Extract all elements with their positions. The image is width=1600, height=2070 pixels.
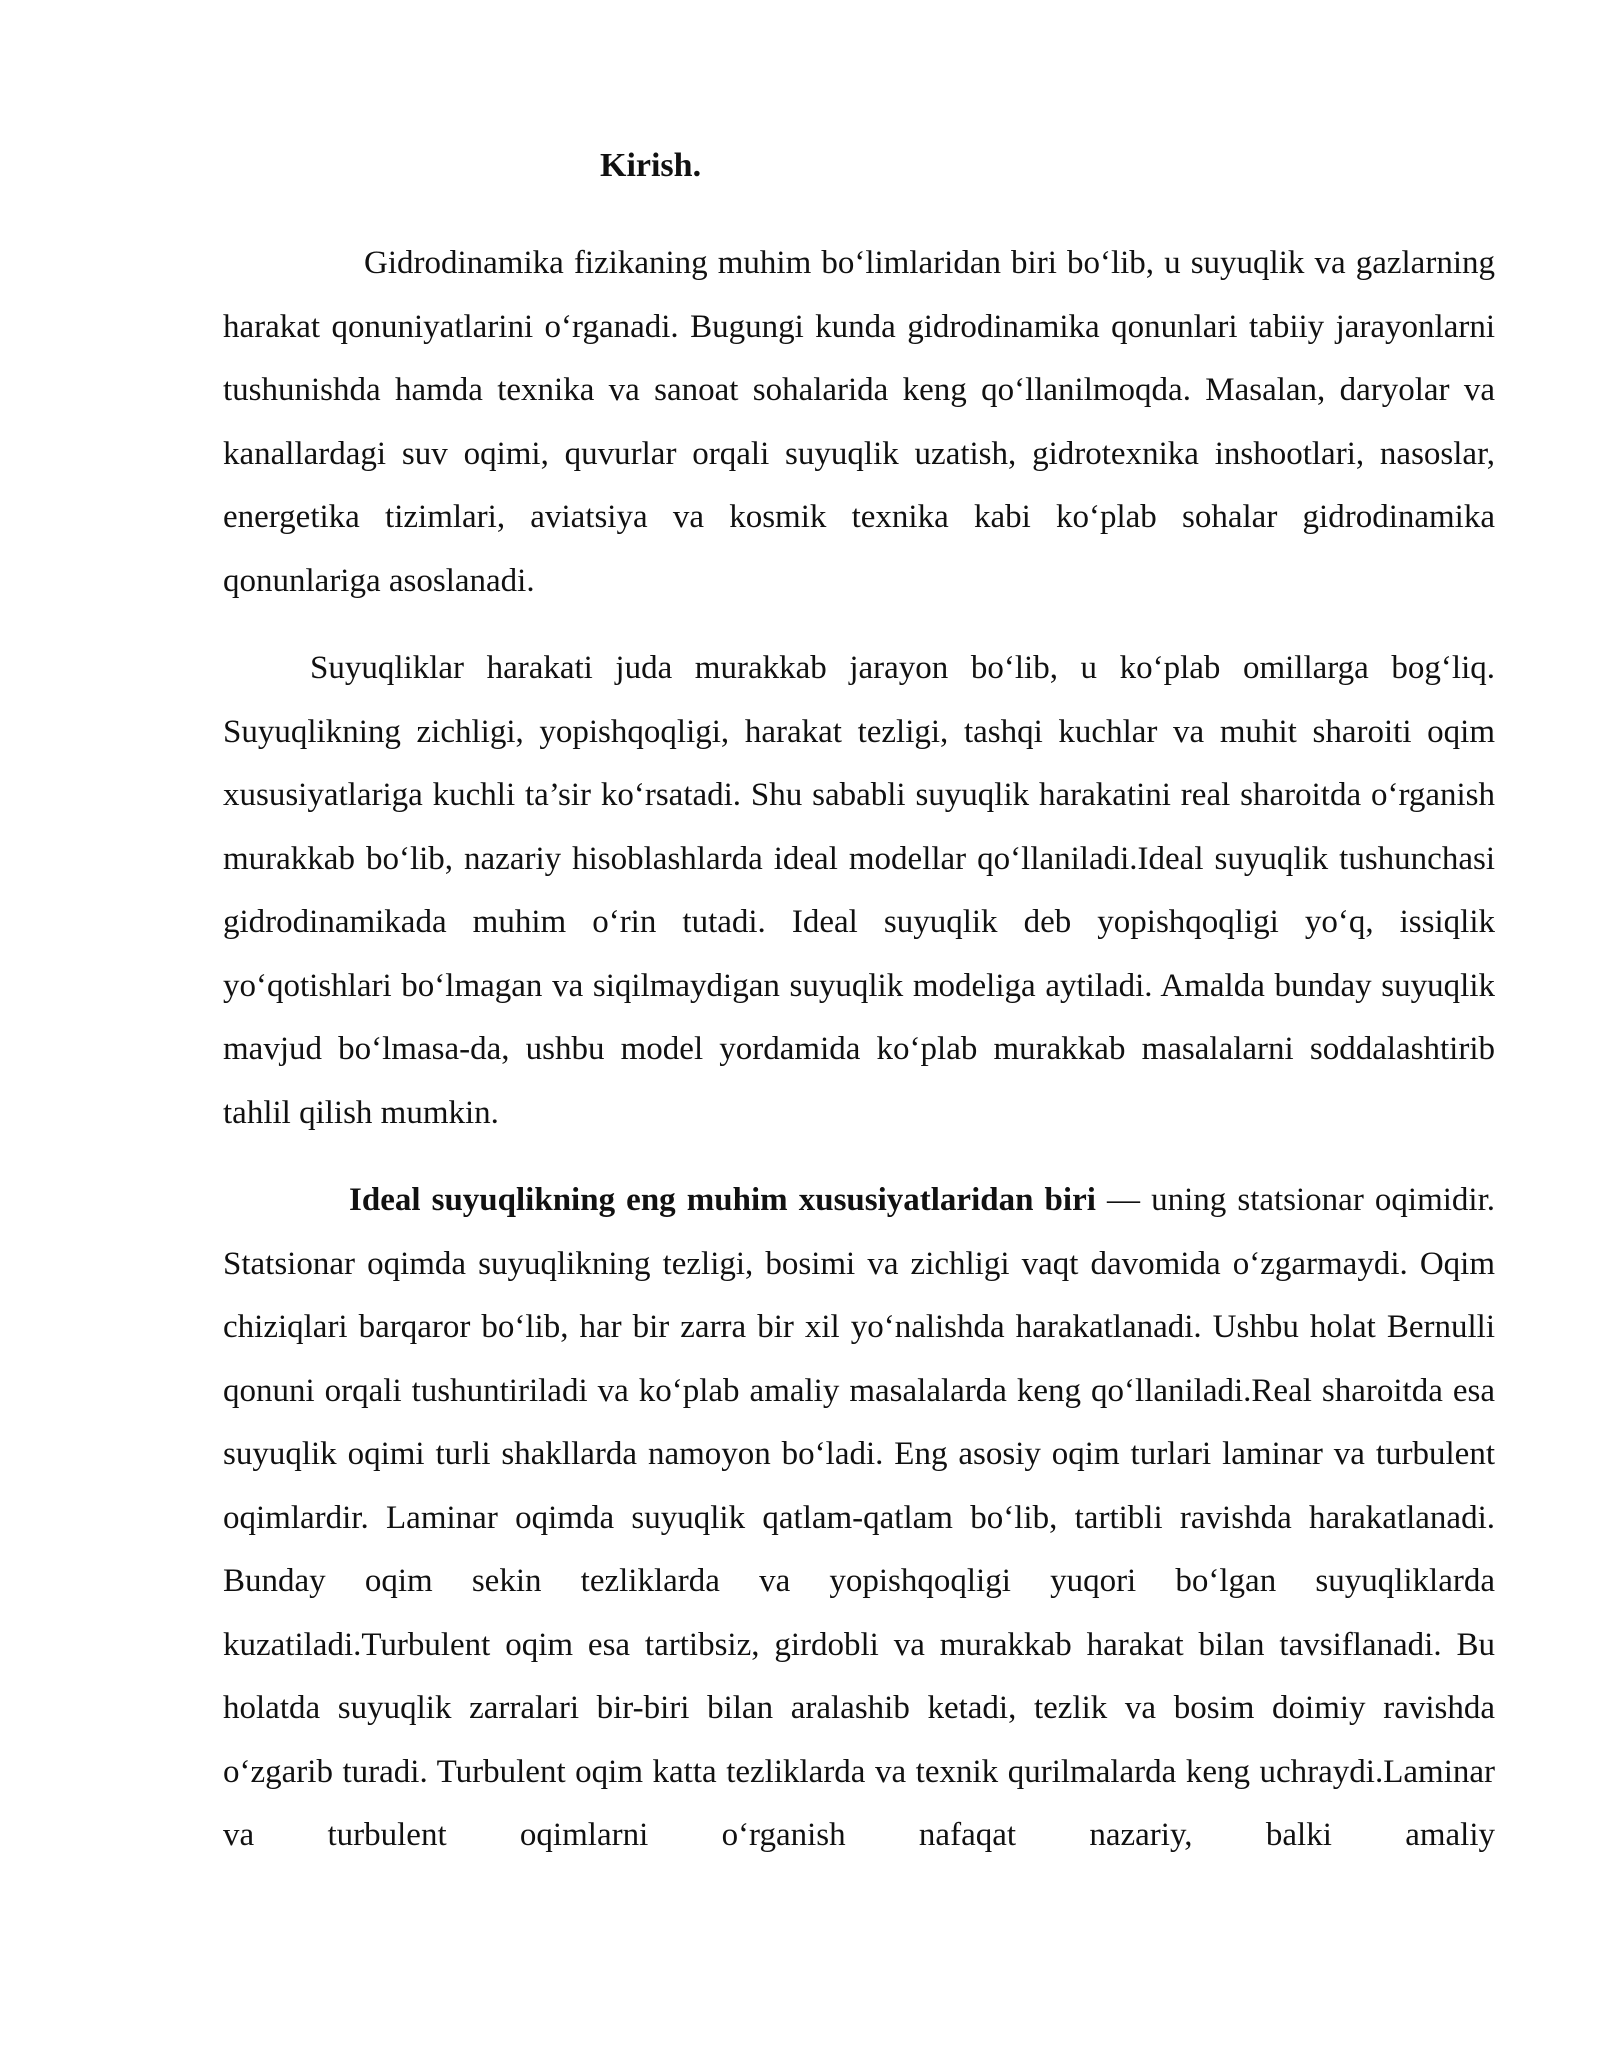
paragraph-body-text: — uning statsionar oqimidir. Statsionar oqimda suyuqlikning tezligi, bosimi va zichligi vaqt davomida o‘zgarmaydi. Oqim chiziqlari barqaror bo‘lib, har bir zarra bir xil yo‘nalishda harakatlanadi. Ushbu holat Bernulli qonuni orqali tushuntiriladi va ko‘plab amaliy masalalarda keng qo‘llaniladi.Real sharoitda esa suyuqlik oqimi turli shakllarda namoyon bo‘ladi. Eng asosiy oqim turlari laminar va turbulent oqimlardir. Laminar oqimda suyuqlik qatlam-qatlam bo‘lib, tartibli ravishda harakatlanadi. Bunday oqim sekin tezliklarda va yopishqoqligi yuqori bo‘lgan suyuqliklarda kuzatiladi.Turbulent oqim esa tartibsiz, girdobli va murakkab harakat bilan tavsiflanadi. Bu holatda suyuqlik zarralari bir-biri bilan aralashib ketadi, tezlik va bosim doimiy ravishda o‘zgarib turadi. Turbulent oqim katta tezliklarda va texnik qurilmalarda keng uchraydi.Laminar va turbulent oqimlarni o‘rganish nafaqat nazariy, balki amaliy [223, 1182, 1496, 1853]
page-title: Kirish. [600, 147, 702, 184]
paragraph-ideal-fluid [223, 1169, 1495, 1868]
paragraph-lead-bold: Ideal suyuqlikning eng muhim xususiyatlaridan biri [349, 1182, 1096, 1218]
paragraph-fluid-motion: Suyuqliklar harakati juda murakkab jarayon bo‘lib, u ko‘plab omillarga bog‘liq. Suyuqlikning zichligi, yopishqoqligi, harakat tezligi, tashqi kuchlar va muhit sharoiti oqim xususiyatlariga kuchli ta’sir ko‘rsatadi. Shu sababli suyuqlik harakatini real sharoitda o‘rganish murakkab bo‘lib, nazariy hisoblashlarda ideal modellar qo‘llaniladi.Ideal suyuqlik tushunchasi gidrodinamikada muhim o‘rin tutadi. Ideal suyuqlik deb yopishqoqligi yo‘q, issiqlik yo‘qotishlari bo‘lmagan va siqilmaydigan suyuqlik modeliga aytiladi. Amalda bunday suyuqlik mavjud bo‘lmasa-da, ushbu model yordamida ko‘plab murakkab masalalarni soddalashtirib tahlil qilish mumkin. [223, 650, 1495, 1131]
paragraph-intro: Gidrodinamika fizikaning muhim bo‘limlaridan biri bo‘lib, u suyuqlik va gazlarning harakat qonuniyatlarini o‘rganadi. Bugungi kunda gidrodinamika qonunlari tabiiy jarayonlarni tushunishda hamda texnika va sanoat sohalarida keng qo‘llanilmoqda. Masalan, daryolar va kanallardagi suv oqimi, quvurlar orqali suyuqlik uzatish, gidrotexnika inshootlari, nasoslar, energetika tizimlari, aviatsiya va kosmik texnika kabi ko‘plab sohalar gidrodinamika qonunlariga asoslanadi. [223, 245, 1495, 599]
document-body [223, 232, 1495, 1892]
